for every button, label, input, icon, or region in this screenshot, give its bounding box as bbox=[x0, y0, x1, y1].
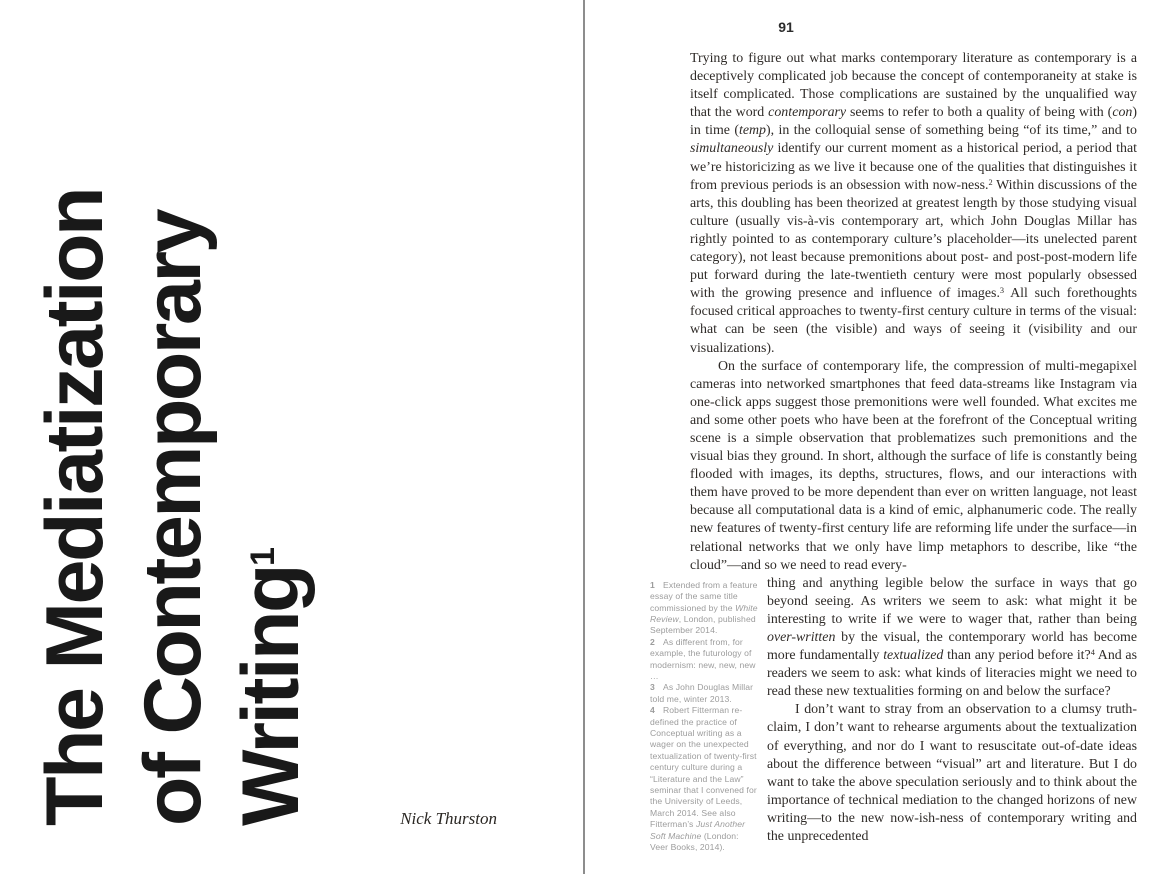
title-line-3-text: Writing bbox=[226, 566, 316, 826]
footnote-1-number: 1 bbox=[650, 579, 655, 590]
right-page bbox=[585, 0, 1165, 874]
footnote-3-text: As John Douglas Millar told me, winter 2013. bbox=[650, 682, 754, 704]
footnote-1 bbox=[650, 580, 758, 637]
title-line-2: of Contemporary bbox=[128, 210, 218, 826]
paragraph-1: Trying to figure out what marks contemporary literature as contemporary is a deceptively complicated job because the concept of contemporaneity at stake is itself complicated. Those complications are sustained by the unqualified way that the word contemporary seems to refer to both a quality of being with (con) in time (temp), in the colloquial sense of something being “of its time,” and to simultaneously identify our current moment as a historical period, a period that we’re historicizing as we live it because one of the qualities that distinguishes it from previous periods is an obsession with now-ness.$^2$ Within discussions of the arts, this doubling has been theorized at greatest length by those studying visual culture (usually vis-à-vis contemporary art, which John Douglas Millar has rightly pointed to as contemporary culture’s placeholder—its unelected parent category), not least because premonitions about post- and post-post-modern life put forward during the late-twentieth century were most popularly obsessed with the growing presence and influence of images.$^3$ All such forethoughts focused critical approaches to twenty-first century culture in terms of the visual: what can be seen (the visible) and ways of seeing it (visibility and our visualizations). bbox=[690, 51, 1138, 356]
footnote-3 bbox=[650, 682, 758, 705]
footnote-4 bbox=[650, 705, 758, 853]
footnote-1-text: Extended from a feature essay of the same title commissioned by the White Review, London, published September 2014. bbox=[650, 579, 758, 636]
footnote-4-number: 4 bbox=[650, 705, 655, 716]
chapter-title bbox=[26, 46, 336, 826]
wrap-row bbox=[650, 575, 1137, 854]
body-text bbox=[650, 50, 1138, 853]
footnote-4-text: Robert Fitterman re-defined the practice of Conceptual writing as a wager on the unexpected textualization of twenty-first century culture during a “Literature and the Law” seminar that I convened for the University of Leeds, March 2014. See also Fitterman’s Just Another Soft Machine (London: Veer Books, 2014). bbox=[650, 705, 757, 853]
paragraph-2-full-width: On the surface of contemporary life, the compression of multi-megapixel cameras into networked smartphones that feed data-streams like Instagram via one-click apps suggest those premonitions were well founded. What excites me and some other poets who have been at the forefront of the Conceptual writing scene is a simple observation that problematizes such premonitions and the visual bias they ground. In short, although the surface of life is constantly being flooded with images, its depths, structures, flows, and our interactions with them have proved to be more dependent than ever on written language, not least because all computational data is a kind of emic, alphanumeric code. The really new features of twenty-first century life are reforming life under the surface—in relational networks that we only have limp metaphors to describe, like “the cloud”—and so we need to read every- bbox=[690, 358, 1137, 573]
page-number: 91 bbox=[778, 19, 794, 35]
paragraph-2-narrow: thing and anything legible below the surface in ways that go beyond seeing. As writers we seem to ask: what might it be interesting to write if we were to wager that, rather than being over-written by the visual, the contemporary world has become more fundamentally textualized than any period before it?$^4$ And as readers we seem to ask: what kinds of literacies might we need to read these new textualities forming on and below the surface? bbox=[767, 575, 1138, 700]
footnote-2 bbox=[650, 637, 758, 683]
footnotes-column bbox=[650, 575, 758, 854]
title-footnote-ref: 1 bbox=[243, 547, 282, 567]
author-name: Nick Thurston bbox=[400, 809, 497, 828]
footnote-2-text: As different from, for example, the futurology of modernism: new, new, new … bbox=[650, 636, 756, 681]
title-line-1: The Mediatization bbox=[30, 188, 120, 826]
footnote-3-number: 3 bbox=[650, 682, 655, 693]
paragraph-3: I don’t want to stray from an observation to a clumsy truth-claim, I don’t want to rehearse arguments about the textualization of everything, and nor do I want to resuscitate out-of-date ideas about the difference between “visual” art and literature. But I do want to take the above speculation seriously and to think about the importance of technical mediation to the changed horizons of new writing—to the new now-ish-ness of contemporary writing and the unprecedented bbox=[767, 702, 1137, 845]
title-line-3 bbox=[222, 46, 336, 826]
narrow-text-column bbox=[767, 575, 1137, 846]
footnote-2-number: 2 bbox=[650, 636, 655, 647]
